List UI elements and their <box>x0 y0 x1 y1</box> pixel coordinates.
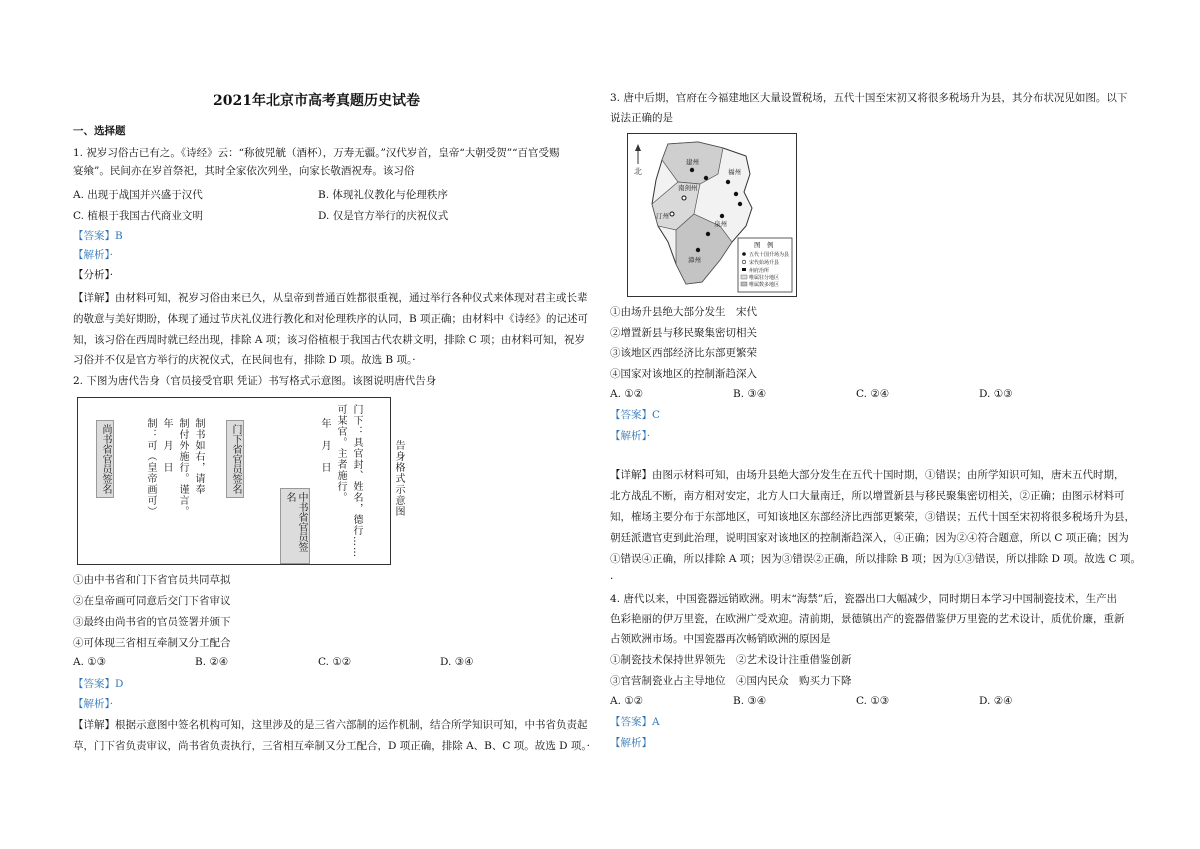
legend-title: 图 例 <box>754 241 774 249</box>
figure-text: 制付外施行。谨言。 <box>177 418 188 517</box>
fujian-map <box>628 134 796 296</box>
q3-detail-line: 朝廷派遣官吏到此治理，说明国家对该地区的控制渐趋深入，④正确；因为②④符合题意，所以 C 项正确；因为 <box>610 532 1129 544</box>
q3-statement: ④国家对该地区的控制渐趋深入 <box>610 368 757 380</box>
q2-analysis-label: 【解析】· <box>73 698 114 710</box>
q3-analysis-label: 【解析】· <box>610 430 651 442</box>
figure-text: 年 月 日 <box>161 418 172 473</box>
q2-detail-line: 【详解】根据示意图中签名机构可知，这里涉及的是三省六部制的运作机制，结合所学知识可知，中书省负责起 <box>73 719 588 731</box>
q3-detail-line: 知，榷场主要分布于东部地区，可知该地区东部经济比西部更繁荣，③错误；五代十国至宋初将很多税场升为县， <box>610 511 1135 523</box>
q1-analysis-label: 【解析】· <box>73 249 114 261</box>
menxia-signature-box: 门下省官员签名 <box>226 420 244 498</box>
section-heading: 一、选择题 <box>73 125 126 137</box>
q2-option-a: A. ①③ <box>73 656 107 668</box>
q1-detail-line: 习俗并不仅是官方举行的庆祝仪式，在民间也有，排除 D 项。故选 B 项。· <box>73 354 416 366</box>
q2-statement: ②在皇帝画可同意后交门下省审议 <box>73 595 231 607</box>
map-place-label: 漳州 <box>688 256 701 264</box>
q3-detail-line: · <box>610 573 614 585</box>
figure-text: 制：可（皇帝画可） <box>145 418 156 517</box>
q4-option-b: B. ③④ <box>733 695 767 707</box>
q1-detail-line: 的敬意与美好期盼，体现了通过节庆礼仪进行教化和对伦理秩序的认同，B 项正确；由材料中《诗经》的记述可 <box>73 313 589 325</box>
map-place-label: 南剑州 <box>678 184 698 192</box>
q3-statement: ③该地区西部经济比东部更繁荣 <box>610 347 757 359</box>
q1-option-d: D. 仅是官方举行的庆祝仪式 <box>318 210 449 222</box>
q3-answer: 【答案】C <box>610 409 661 421</box>
legend-item: 五代十国升场为县 <box>749 252 790 258</box>
north-arrow-label: 北 <box>634 167 642 176</box>
figure-text: 可某官。主者施行。 <box>335 404 346 503</box>
shangshu-signature-box: 尚书省官员签名 <box>96 420 114 498</box>
figure-text: 年 月 日 <box>319 418 330 473</box>
map-place-label: 建州 <box>686 158 699 166</box>
fujian-map-figure <box>627 133 797 297</box>
legend-item: 唯属驻分地区 <box>749 275 780 281</box>
q3-detail-line: 【详解】由图示材料可知，由场升县绝大部分发生在五代十国时期，①错误；由所学知识可知，唐末五代时期， <box>610 469 1125 481</box>
q4-option-c: C. ①③ <box>856 695 890 707</box>
map-place-label: 汀州 <box>656 212 669 220</box>
q3-option-b: B. ③④ <box>733 388 767 400</box>
q2-option-b: B. ②④ <box>195 656 229 668</box>
q1-detail-line: 知，该习俗在西周时就已经出现，排除 A 项；该习俗植根于我国古代农耕文明，排除 C 项；由材料可知，祝岁 <box>73 334 585 346</box>
q3-statement: ①由场升县绝大部分发生 宋代 <box>610 306 757 318</box>
q1-detail-line: 【详解】由材料可知，祝岁习俗由来已久，从皇帝到普通百姓都很重视，通过举行各种仪式来体现对君主或长辈 <box>73 292 588 304</box>
q4-option-d: D. ②④ <box>979 695 1013 707</box>
q3-stem-line: 说法正确的是 <box>610 112 673 124</box>
gaoshen-format-figure <box>77 397 391 565</box>
q3-detail-line: 北方战乱不断，南方相对安定，北方人口大量南迁，所以增置新县与移民聚集密切相关，②正确；由图示材料可 <box>610 490 1125 502</box>
legend-item: 唯属数多地区 <box>749 282 780 288</box>
q1-answer: 【答案】B <box>73 230 123 242</box>
figure-text: 门下：具官封、姓名，德行…… <box>351 404 362 558</box>
q2-statement: ①由中书省和门下省官员共同草拟 <box>73 574 231 586</box>
zhongshu-signature-box: 中书省官员签名 <box>280 488 310 564</box>
q3-stem-line: 3. 唐中后期，官府在今福建地区大量设置税场，五代十国至宋初又将很多税场升为县，其分布状况见如图。以下 <box>610 92 1128 104</box>
legend-item: 宋代始场升县 <box>749 260 780 266</box>
q1-fenxi-label: 【分析】· <box>73 269 114 281</box>
q1-option-c: C. 植根于我国古代商业文明 <box>73 210 203 222</box>
q1-option-a: A. 出现于战国并兴盛于汉代 <box>73 189 203 201</box>
q3-detail-line: ①错误④正确，所以排除 A 项；因为③错误②正确，所以排除 B 项；因为①③错误，所以排除 D 项。故选 C 项。 <box>610 553 1141 565</box>
q4-stem-line: 4. 唐代以来，中国瓷器远销欧洲。明末“海禁”后，瓷器出口大幅减少，同时期日本学习中国制瓷技术，生产出 <box>610 593 1118 605</box>
figure-text: 制书如右，请奉 <box>193 418 204 495</box>
q1-stem-line: 1. 祝岁习俗古已有之。《诗经》云：“称彼兕觥（酒杯），万寿无疆。”汉代岁首，皇帝“大朝受贺”“百官受赐 <box>73 147 560 159</box>
q1-stem-line: 宴飨”。民间亦在岁首祭祀，其时全家依次列坐，向家长敬酒祝寿。该习俗 <box>73 165 415 177</box>
figure-caption: 告身格式示意图 <box>393 440 404 517</box>
map-place-label: 福州 <box>728 168 741 176</box>
q4-stem-line: 色彩艳丽的伊万里瓷，在欧洲广受欢迎。清前期，景德镇出产的瓷器借鉴伊万里瓷的艺术设计，质优价廉，重新 <box>610 613 1125 625</box>
q4-analysis-label: 【解析】 <box>610 737 652 749</box>
q1-option-b: B. 体现礼仪教化与伦理秩序 <box>318 189 448 201</box>
q2-detail-line: 草，门下省负责审议，尚书省负责执行，三省相互牵制又分工配合，D 项正确，排除 A、B、C 项。故选 D 项。· <box>73 740 590 752</box>
q2-statement: ④可体现三省相互牵制又分工配合 <box>73 637 231 649</box>
page-title: 2021年北京市高考真题历史试卷 <box>213 93 420 109</box>
q3-statement: ②增置新县与移民聚集密切相关 <box>610 327 757 339</box>
q4-answer: 【答案】A <box>610 716 660 728</box>
q4-statement: ③官营制瓷业占主导地位 ④国内民众 购买力下降 <box>610 675 852 687</box>
legend-item: 州府治所 <box>749 268 770 274</box>
map-place-label: 泉州 <box>714 220 727 228</box>
q3-option-d: D. ①③ <box>979 388 1013 400</box>
q3-option-a: A. ①② <box>610 388 644 400</box>
q2-statement: ③最终由尚书省的官员签署并颁下 <box>73 616 231 628</box>
q4-statement: ①制瓷技术保持世界领先 ②艺术设计注重借鉴创新 <box>610 654 852 666</box>
q3-option-c: C. ②④ <box>856 388 890 400</box>
q2-answer: 【答案】D <box>73 678 124 690</box>
q2-option-c: C. ①② <box>318 656 352 668</box>
q2-option-d: D. ③④ <box>440 656 474 668</box>
q4-stem-line: 占领欧洲市场。中国瓷器再次畅销欧洲的原因是 <box>610 633 831 645</box>
q2-stem: 2. 下图为唐代告身（官员接受官职 凭证）书写格式示意图。该图说明唐代告身 <box>73 375 437 387</box>
q4-option-a: A. ①② <box>610 695 644 707</box>
